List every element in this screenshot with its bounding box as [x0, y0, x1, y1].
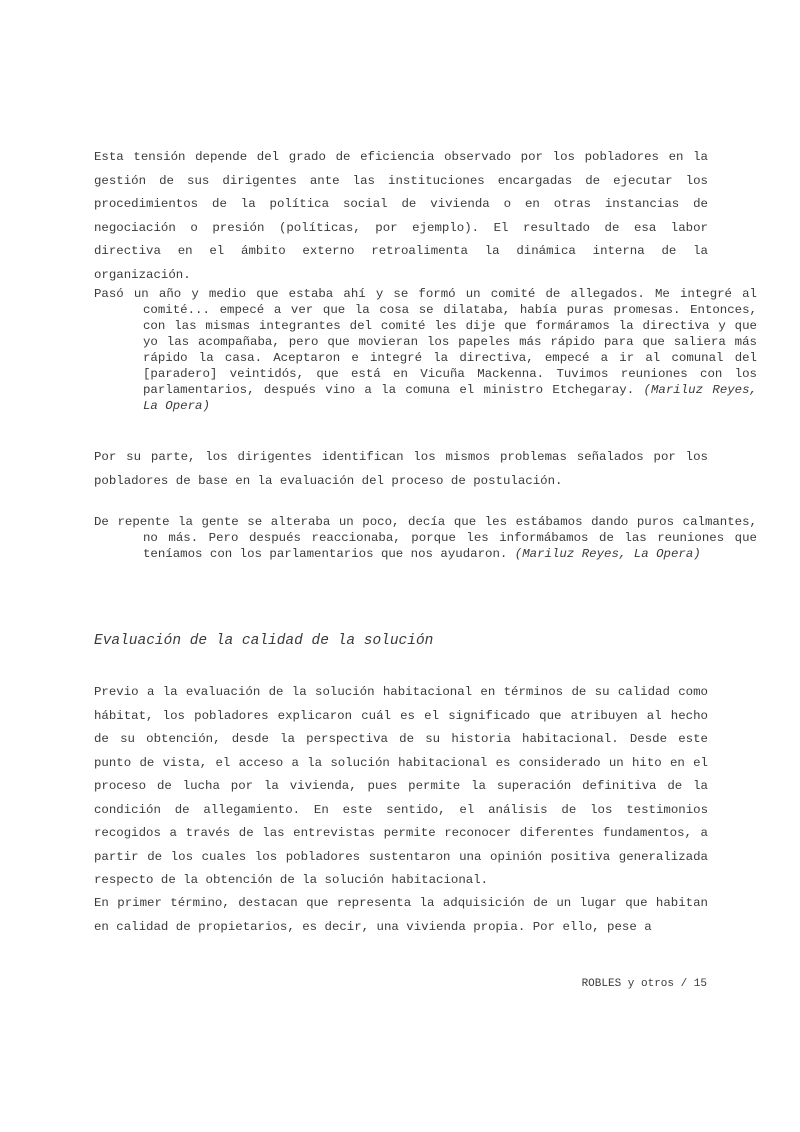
quote-1-text: Pasó un año y medio que estaba ahí y se formó un comité de allegados. Me integré al comité... empecé a ver que la cosa se dilataba, había puras promesas. Entonces, con las mismas integrantes del comité les dije que formáramos la directiva y que yo las acompañaba, pero que movieran los papeles más rápido para que saliera más rápido la casa. Aceptaron e integré la directiva, empecé a ir al comunal del [paradero] veintidós, que está en Vicuña Mackenna. Tuvimos reuniones con los parlamentarios, después vino a la comuna el ministro Etchegaray.: [94, 287, 757, 397]
body-paragraph-4: En primer término, destacan que representa la adquisición de un lugar que habitan en calidad de propietarios, es decir, una vivienda propia. Por ello, pese a: [94, 896, 708, 934]
section-heading: Evaluación de la calidad de la solución: [94, 633, 434, 649]
body-paragraph-1: Esta tensión depende del grado de eficiencia observado por los pobladores en la gestión de sus dirigentes ante las instituciones encargadas de ejecutar los procedimientos de la política social de vivienda o en otras instancias de negociación o presión (políticas, por ejemplo). El resultado de esa labor directiva en el ámbito externo retroalimenta la dinámica interna de la organización.: [94, 150, 708, 282]
body-paragraph-3: Previo a la evaluación de la solución habitacional en términos de su calidad como hábitat, los pobladores explicaron cuál es el significado que atribuyen al hecho de su obtención, desde la perspectiva de su historia habitacional. Desde este punto de vista, el acceso a la solución habitacional es considerado un hito en el proceso de lucha por la vivienda, pues permite la superación definitiva de la condición de allegamiento. En este sentido, el análisis de los testimonios recogidos a través de las entrevistas permite reconocer diferentes fundamentos, a partir de los cuales los pobladores sustentaron una opinión positiva generalizada respecto de la obtención de la solución habitacional.: [94, 685, 708, 887]
body-paragraph-2: Por su parte, los dirigentes identifican los mismos problemas señalados por los pobladores de base en la evaluación del proceso de postulación.: [94, 450, 708, 488]
quote-2-text: De repente la gente se alteraba un poco, decía que les estábamos dando puros calmantes, no más. Pero después reaccionaba, porque les informábamos de las reuniones que teníamos con los parlamentarios que nos ayudaron.: [94, 515, 757, 561]
block-quote-2: [94, 514, 757, 562]
quote-1-citation: (Mariluz Reyes, La Opera): [143, 383, 757, 413]
block-quote-1: [94, 286, 757, 414]
quote-2-citation: (Mariluz Reyes, La Opera): [514, 547, 701, 561]
page-footer: ROBLES y otros / 15: [581, 978, 707, 990]
